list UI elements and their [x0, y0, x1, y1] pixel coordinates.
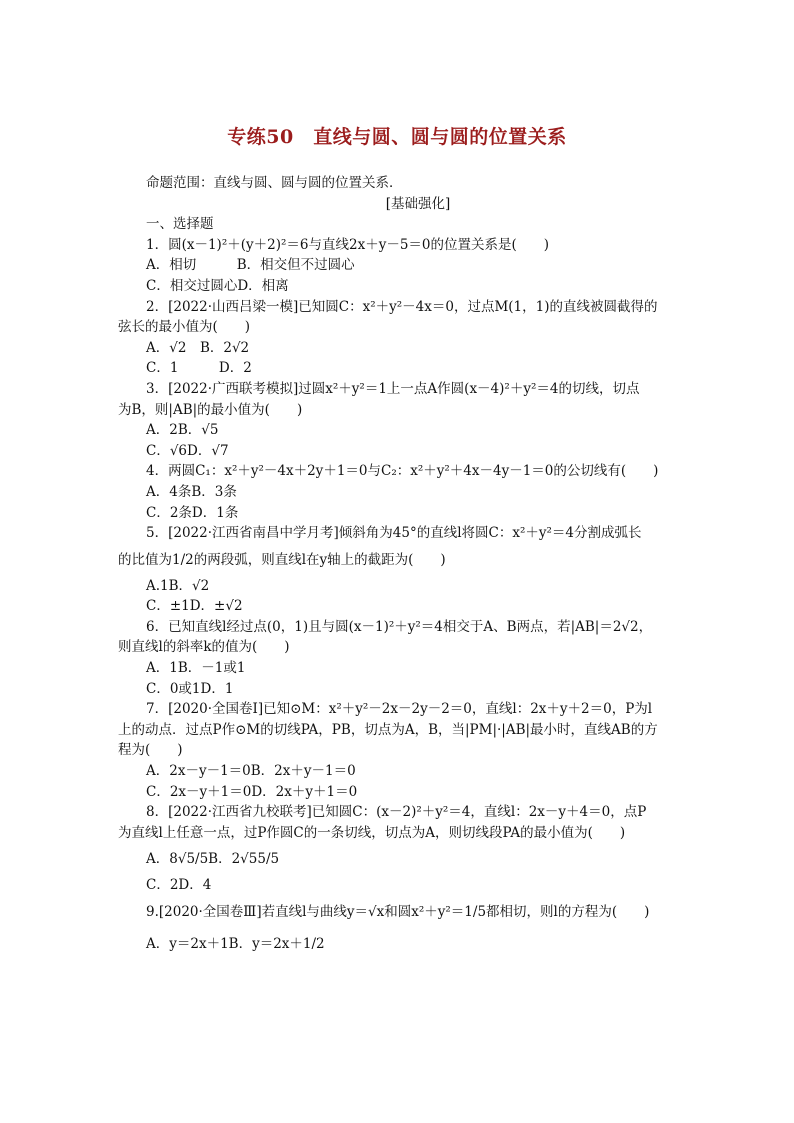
text-line: 4．两圆C₁：x²＋y²－4x＋2y＋1＝0与C₂：x²＋y²＋4x－4y－1＝0的公切线有( ) [146, 463, 659, 480]
text-line: 则直线l的斜率k的值为( ) [118, 639, 290, 656]
text-line: 命题范围：直线与圆、圆与圆的位置关系． [146, 175, 403, 191]
text-line: [基础强化] [385, 195, 451, 212]
text-line: 程为( ) [118, 742, 183, 759]
text-line: 9.[2020·全国卷Ⅲ]若直线l与曲线y＝√x和圆x²＋y²＝1/5都相切，则l的方程为( ) [146, 904, 650, 920]
text-line: A．4条B．3条 [146, 483, 237, 500]
text-line: 2．[2022·山西吕梁一模]已知圆C：x²＋y²－4x＝0，过点M(1，1)的直线被圆截得的 [146, 298, 658, 315]
text-line: C．1 D．2 [146, 360, 252, 377]
page-title: 专练50 直线与圆、圆与圆的位置关系 [227, 126, 567, 148]
text-line: C．2条D．1条 [146, 504, 239, 521]
text-line: 上的动点．过点P作⊙M的切线PA，PB，切点为A，B，当|PM|·|AB|最小时，直线AB的方 [118, 721, 658, 738]
text-line: 8．[2022·江西省九校联考]已知圆C：(x－2)²＋y²＝4，直线l：2x－y＋4＝0，点P [146, 804, 647, 821]
text-line: 6．已知直线l经过点(0，1)且与圆(x－1)²＋y²＝4相交于A、B两点，若|AB|＝2√2， [146, 618, 653, 635]
text-line: A．8√5/5B．2√55/5 [146, 851, 280, 868]
text-line: A．y＝2x＋1B．y＝2x＋1/2 [146, 936, 325, 952]
text-line: 为直线l上任意一点，过P作圆C的一条切线，切点为A，则切线段PA的最小值为( ) [118, 824, 626, 841]
text-line: C．2x－y＋1＝0D．2x＋y＋1＝0 [146, 783, 358, 800]
text-line: A．2x－y－1＝0B．2x＋y－1＝0 [146, 763, 356, 780]
text-line: 5．[2022·江西省南昌中学月考]倾斜角为45°的直线l将圆C：x²＋y²＝4分割成弧长 [146, 525, 642, 542]
text-line: A.1B．√2 [146, 577, 210, 594]
text-line: C．0或1D．1 [146, 680, 234, 697]
text-line: C．2D．4 [146, 877, 212, 894]
text-line: C．√6D．√7 [146, 442, 229, 459]
text-line: C．±1D．±√2 [146, 598, 243, 615]
text-line: 7．[2020·全国卷Ⅰ]已知⊙M：x²＋y²－2x－2y－2＝0，直线l：2x＋y＋2＝0，P为l [146, 701, 653, 718]
text-line: 一、选择题 [146, 216, 214, 233]
text-line: A．√2 B．2√2 [146, 339, 250, 356]
text-line: A．1B．－1或1 [146, 660, 246, 677]
text-line: A．相切 B．相交但不过圆心 [146, 257, 355, 274]
text-line: 1．圆(x－1)²＋(y＋2)²＝6与直线2x＋y－5＝0的位置关系是( ) [146, 236, 550, 253]
text-line: A．2B．√5 [146, 422, 219, 439]
text-line: 的比值为1/2的两段弧，则直线l在y轴上的截距为( ) [118, 551, 446, 568]
text-line: 3．[2022·广西联考模拟]过圆x²＋y²＝1上一点A作圆(x－4)²＋y²＝4的切线，切点 [146, 380, 640, 397]
document-body [118, 173, 678, 960]
text-line: 弦长的最小值为( ) [118, 319, 251, 336]
text-line: 为B，则|AB|的最小值为( ) [118, 401, 303, 418]
text-line: C．相交过圆心D．相离 [146, 277, 289, 294]
